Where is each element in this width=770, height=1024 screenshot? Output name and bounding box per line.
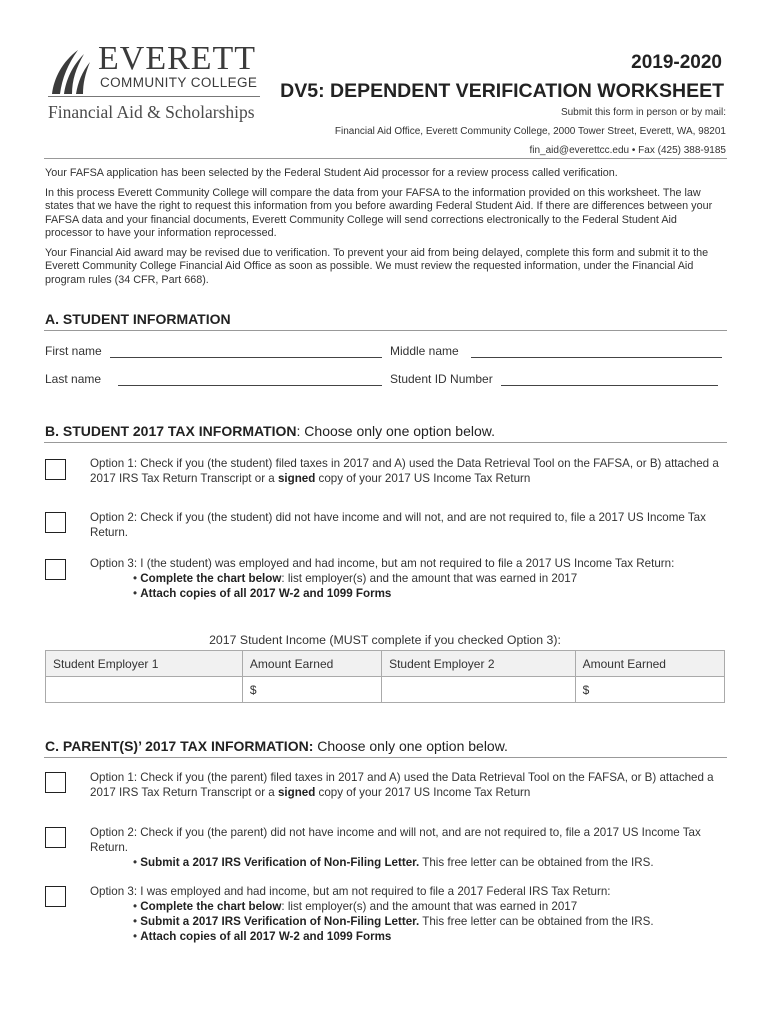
form-title: DV5: DEPENDENT VERIFICATION WORKSHEET: [280, 80, 724, 102]
student-option-2-text: Option 2: Check if you (the student) did not have income and will not, and are not required to, file a 2017 US Income Tax Return.: [90, 511, 706, 539]
table-header: Amount Earned: [575, 651, 724, 677]
bullet-emphasis: Attach copies of all 2017 W-2 and 1099 Forms: [140, 587, 392, 600]
college-emblem-icon: [48, 48, 96, 96]
parent-option-2-checkbox[interactable]: [45, 827, 66, 848]
option-text: copy of your 2017 US Income Tax Return: [315, 472, 531, 485]
bullet-icon: •: [133, 900, 138, 913]
bullet-text: : list employer(s) and the amount that was earned in 2017: [281, 900, 578, 913]
intro-paragraph: Your FAFSA application has been selected by the Federal Student Aid processor for a review process called verification.: [45, 167, 618, 179]
employer-1-cell[interactable]: [46, 677, 243, 703]
parent-option-3-checkbox[interactable]: [45, 886, 66, 907]
student-option-3-text: [90, 556, 730, 601]
parent-option-3-text: [90, 884, 730, 944]
bullet-text: This free letter can be obtained from the IRS.: [419, 856, 654, 869]
option-text: Option 1: Check if you (the parent) filed taxes in 2017 and A) used the Data Retrieval Tool on the FAFSA, or B) attached a 2017 IRS Tax Return Transcript or a: [90, 771, 714, 799]
college-logo: [48, 40, 263, 128]
section-c-title: [45, 738, 508, 754]
bullet-icon: •: [133, 856, 138, 869]
student-id-label: Student ID Number: [390, 372, 493, 386]
office-contact: fin_aid@everettcc.edu • Fax (425) 388-9185: [529, 145, 726, 156]
table-row: [46, 677, 725, 703]
bullet-icon: •: [133, 930, 138, 943]
submit-note: Submit this form in person or by mail:: [560, 107, 726, 118]
office-address: Financial Aid Office, Everett Community College, 2000 Tower Street, Everett, WA, 98201: [334, 126, 726, 137]
bullet-emphasis: Submit a 2017 IRS Verification of Non-Filing Letter.: [140, 915, 420, 928]
bullet-item: [90, 855, 730, 870]
student-income-table: [45, 650, 725, 703]
logo-department: Financial Aid & Scholarships: [48, 102, 255, 122]
option-text: Option 3: I was employed and had income, but am not required to file a 2017 Federal IRS Tax Return:: [90, 885, 611, 898]
student-id-field[interactable]: [501, 385, 718, 386]
table-header: Amount Earned: [242, 651, 381, 677]
bullet-text: : list employer(s) and the amount that was earned in 2017: [281, 572, 578, 585]
bullet-icon: •: [133, 587, 138, 600]
bullet-emphasis: Submit a 2017 IRS Verification of Non-Filing Letter.: [140, 856, 420, 869]
bullet-item: [90, 899, 730, 914]
section-b-title-rest: : Choose only one option below.: [296, 423, 495, 439]
logo-name: EVERETT: [98, 40, 257, 77]
logo-subtitle: COMMUNITY COLLEGE: [100, 75, 258, 90]
section-c-title-bold: C. PARENT(S)’ 2017 TAX INFORMATION:: [45, 738, 314, 754]
section-b-title: [45, 423, 495, 439]
middle-name-label: Middle name: [390, 344, 459, 358]
parent-option-2-text: [90, 825, 730, 870]
amount-2-cell[interactable]: $: [575, 677, 724, 703]
student-option-3-checkbox[interactable]: [45, 559, 66, 580]
academic-year: 2019-2020: [631, 52, 722, 73]
amount-1-cell[interactable]: $: [242, 677, 381, 703]
intro-text: [45, 167, 725, 293]
income-table-title: 2017 Student Income (MUST complete if you checked Option 3):: [209, 633, 561, 647]
bullet-icon: •: [133, 915, 138, 928]
section-c-title-rest: Choose only one option below.: [313, 738, 508, 754]
middle-name-field[interactable]: [471, 357, 722, 358]
section-b-divider: [44, 442, 727, 443]
student-option-1-text: [90, 456, 730, 486]
intro-paragraph: In this process Everett Community College will compare the data from your FAFSA to the information provided on this worksheet. The law states that we have the right to request this information from you before awarding Federal Student Aid. If there are differences between your FAFSA data and your financial documents, Everett Community College will send corrections electronically to the Federal Student Aid processor to have your information reprocessed.: [45, 186, 713, 239]
first-name-label: First name: [45, 344, 102, 358]
option-text: Option 2: Check if you (the parent) did not have income and will not, and are not required to, file a 2017 US Income Tax Return.: [90, 826, 701, 854]
bullet-icon: •: [133, 572, 138, 585]
bullet-item: [90, 914, 730, 929]
bullet-emphasis: Complete the chart below: [140, 572, 282, 585]
header-divider: [44, 158, 727, 159]
option-emphasis: signed: [277, 472, 316, 485]
option-emphasis: signed: [277, 786, 316, 799]
student-option-2-checkbox[interactable]: [45, 512, 66, 533]
bullet-emphasis: Complete the chart below: [140, 900, 282, 913]
section-c-divider: [44, 757, 727, 758]
section-b-title-bold: B. STUDENT 2017 TAX INFORMATION: [45, 423, 297, 439]
table-header-row: [46, 651, 725, 677]
section-a-title: A. STUDENT INFORMATION: [45, 311, 231, 327]
section-a-divider: [44, 330, 727, 331]
employer-2-cell[interactable]: [382, 677, 576, 703]
parent-option-1-text: [90, 770, 730, 800]
bullet-text: This free letter can be obtained from the IRS.: [419, 915, 654, 928]
table-header: Student Employer 2: [382, 651, 576, 677]
option-text: copy of your 2017 US Income Tax Return: [315, 786, 531, 799]
option-text: Option 1: Check if you (the student) filed taxes in 2017 and A) used the Data Retrieval Tool on the FAFSA, or B) attached a 2017 IRS Tax Return Transcript or a: [90, 457, 719, 485]
table-header: Student Employer 1: [46, 651, 243, 677]
option-text: Option 3: I (the student) was employed and had income, but am not required to file a 2017 US Income Tax Return:: [90, 557, 675, 570]
bullet-item: [90, 929, 730, 944]
intro-paragraph: Your Financial Aid award may be revised due to verification. To prevent your aid from being delayed, complete this form and submit it to the Everett Community College Financial Aid Office as soon as possible. We must review the requested information, under the Financial Aid program rules (34 CFR, Part 668).: [45, 246, 709, 286]
bullet-item: [90, 586, 730, 601]
parent-option-1-checkbox[interactable]: [45, 772, 66, 793]
first-name-field[interactable]: [110, 357, 382, 358]
student-option-1-checkbox[interactable]: [45, 459, 66, 480]
bullet-emphasis: Attach copies of all 2017 W-2 and 1099 Forms: [140, 930, 392, 943]
last-name-label: Last name: [45, 372, 102, 386]
last-name-field[interactable]: [118, 385, 382, 386]
logo-divider: [48, 96, 260, 97]
bullet-item: [90, 571, 730, 586]
